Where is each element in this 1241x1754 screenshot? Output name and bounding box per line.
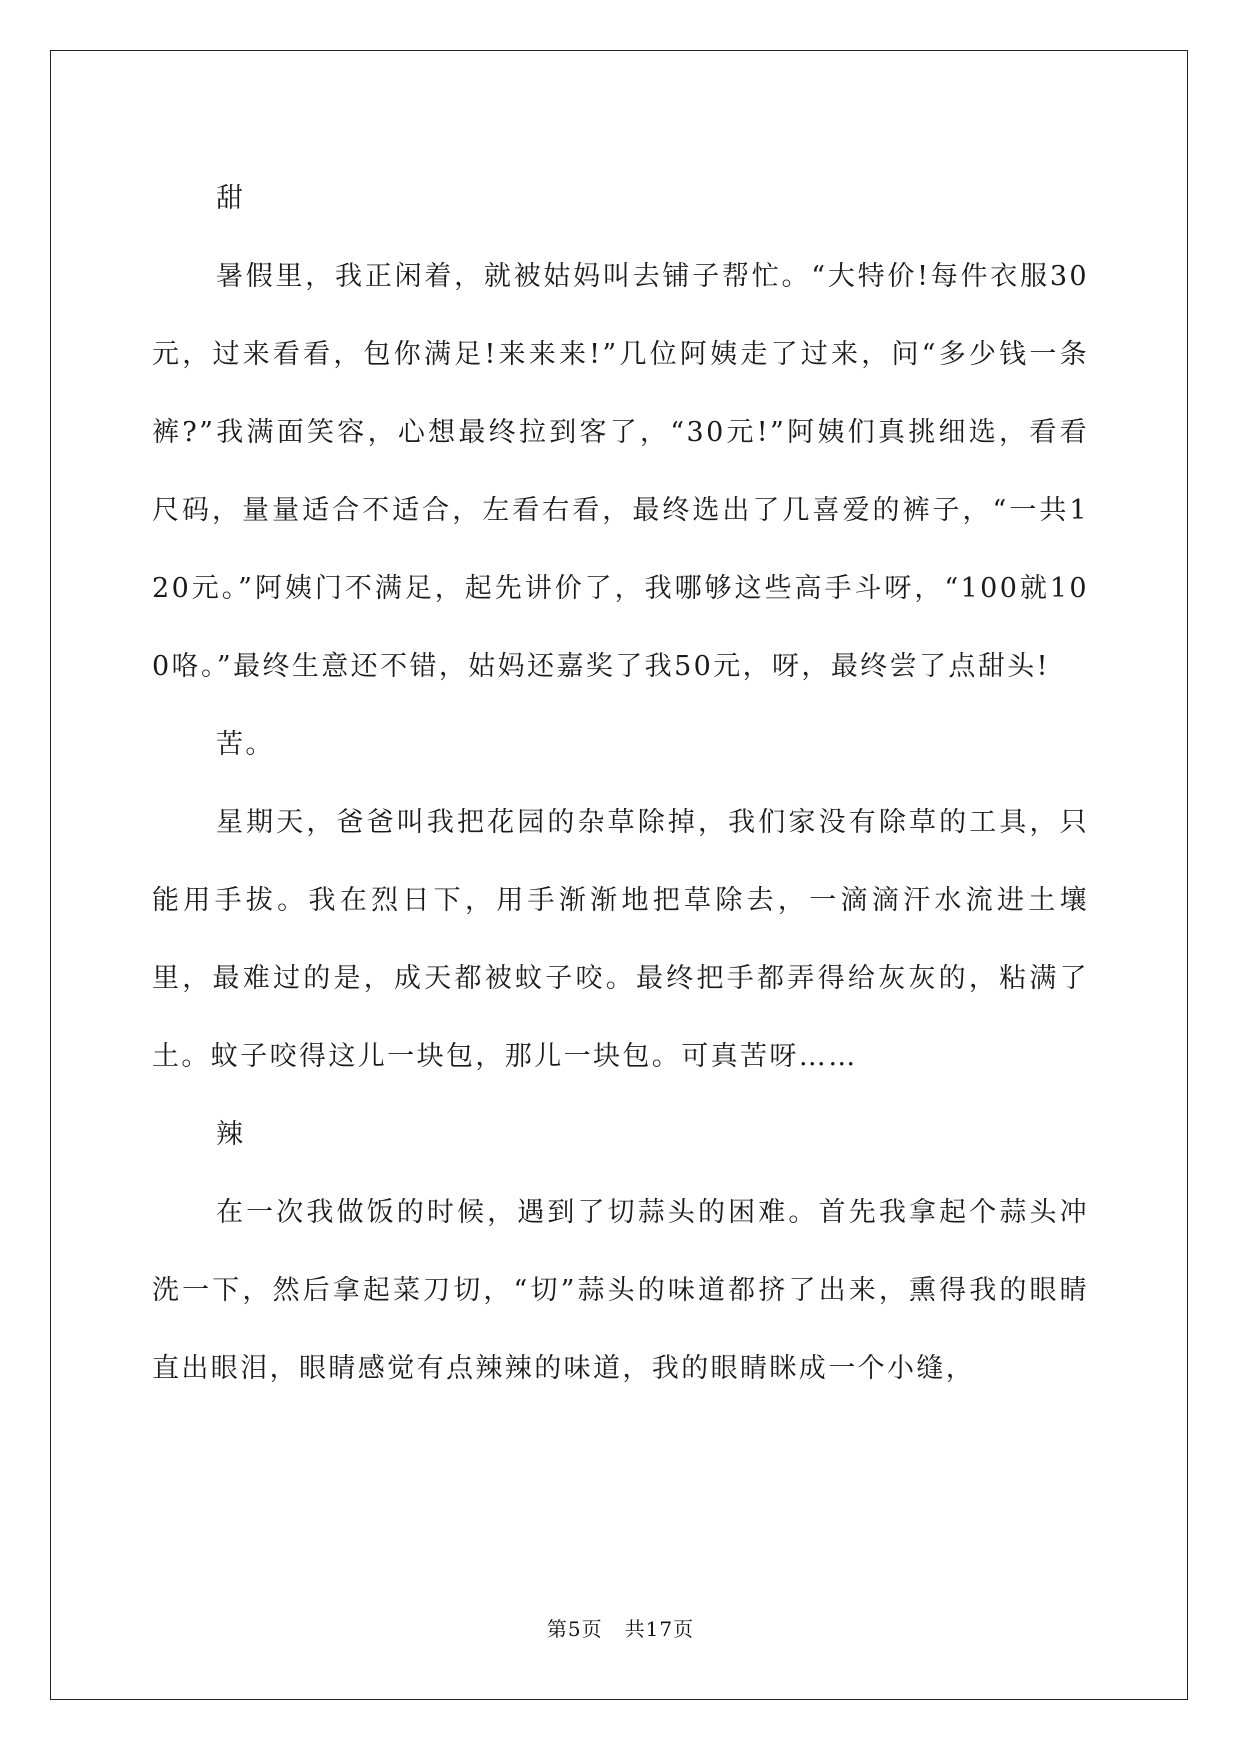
section-heading-bitter: 苦。 — [216, 729, 275, 760]
section-paragraph-bitter: 星期天，爸爸叫我把花园的杂草除掉，我们家没有除草的工具，只能用手拔。我在烈日下，用手渐渐地把草除去，一滴滴汗水流进土壤里，最难过的是，成天都被蚊子咬。最终把手都弄得给灰灰的，粘满了土。蚊子咬得这儿一块包，那儿一块包。可真苦呀…… — [152, 807, 1089, 1072]
page-number-current: 第5页 — [546, 1617, 603, 1641]
section-paragraph-sweet: 暑假里，我正闲着，就被姑妈叫去铺子帮忙。“大特价!每件衣服30元，过来看看，包你满足!来来来!”几位阿姨走了过来，问“多少钱一条裤?”我满面笑容，心想最终拉到客了，“30元!”阿姨们真挑细选，看看尺码，量量适合不适合，左看右看，最终选出了几喜爱的裤子，“一共120元。”阿姨门不满足，起先讲价了，我哪够这些高手斗呀，“100就100咯。”最终生意还不错，姑妈还嘉奖了我50元，呀，最终尝了点甜头! — [152, 261, 1089, 682]
page-number-total: 共17页 — [624, 1617, 695, 1641]
section-paragraph-spicy: 在一次我做饭的时候，遇到了切蒜头的困难。首先我拿起个蒜头冲洗一下，然后拿起菜刀切，“切”蒜头的味道都挤了出来，熏得我的眼睛直出眼泪，眼睛感觉有点辣辣的味道，我的眼睛眯成一个小缝， — [152, 1197, 1089, 1384]
page-footer — [0, 1613, 1241, 1642]
document-body — [152, 160, 1089, 1408]
section-heading-sweet: 甜 — [216, 183, 246, 214]
section-heading-spicy: 辣 — [216, 1119, 246, 1150]
